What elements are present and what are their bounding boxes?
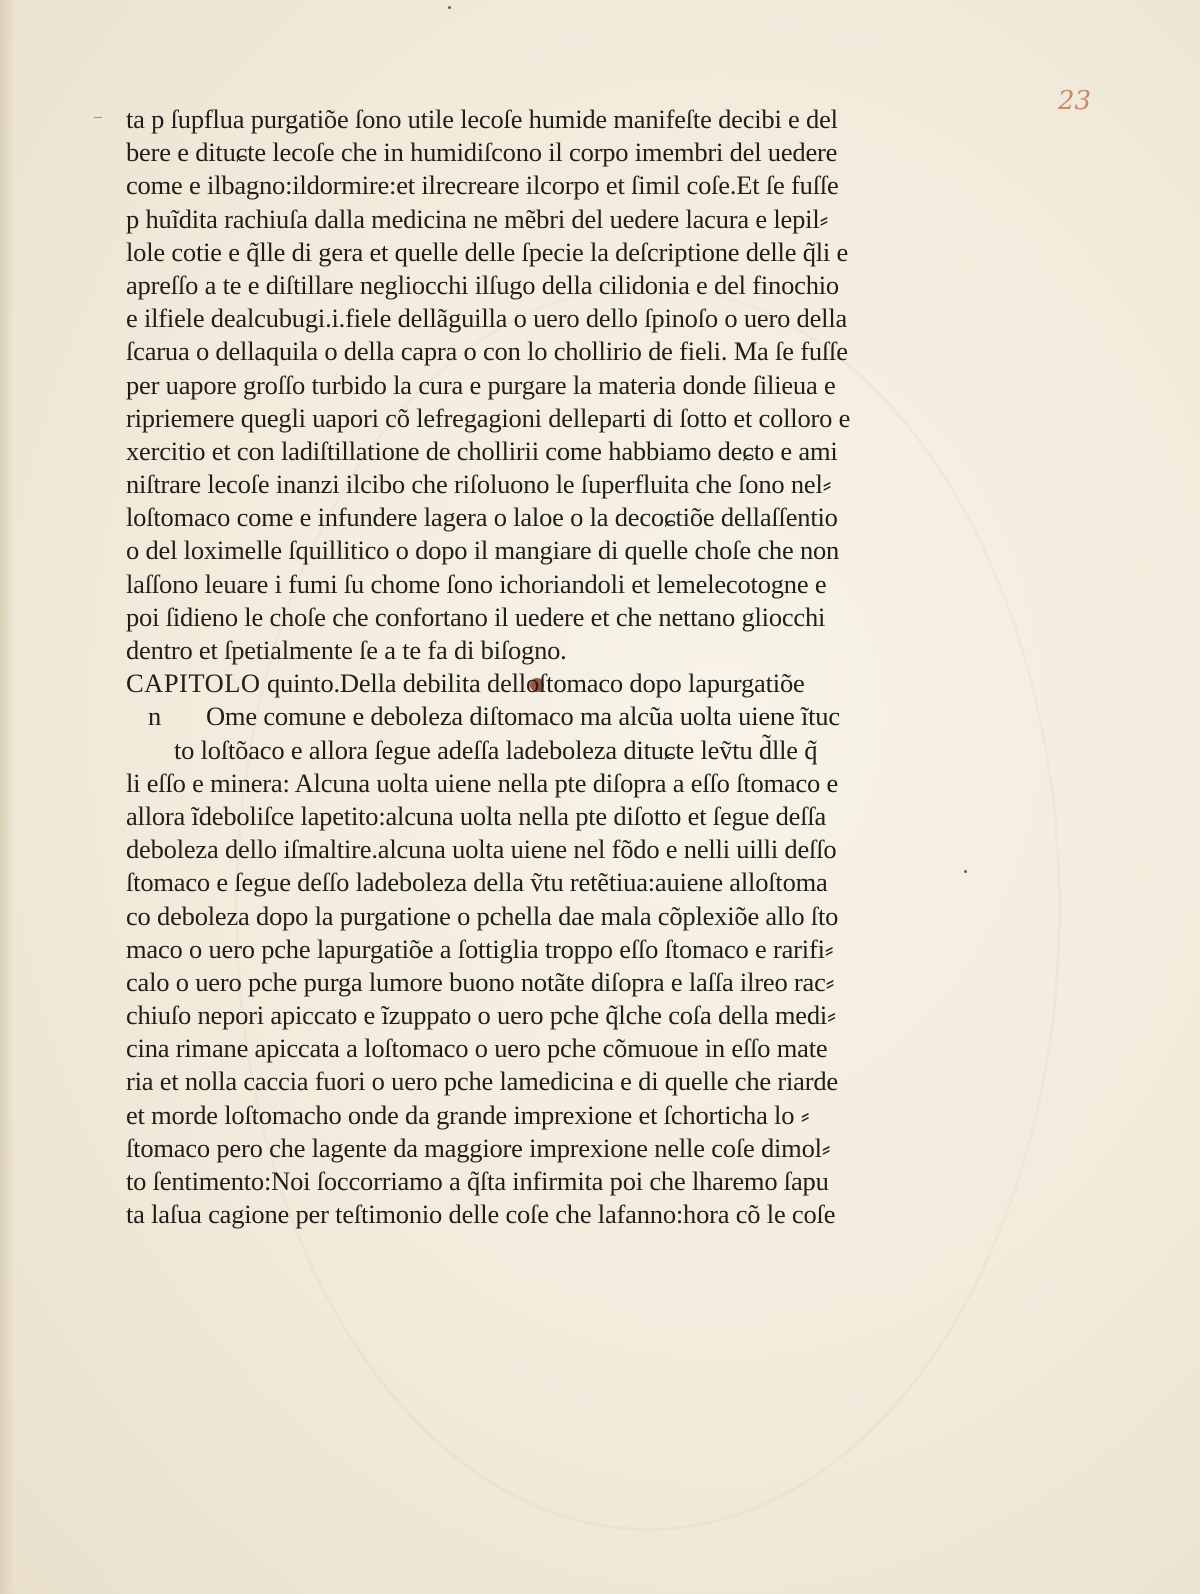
- text-line: lole cotie e q̃lle di gera et quelle delle ſpecie la deſcriptione delle q̃li e: [126, 236, 849, 267]
- text-line: chiuſo nepori apiccato e ĩzuppato o uero pche q̃lche coſa della medi⸗: [126, 1000, 836, 1031]
- chapter-heading: [126, 667, 976, 700]
- text-line: deboleza dello iſmaltire.alcuna uolta uiene nel fõdo e nelli uilli deſſo: [126, 834, 837, 865]
- text-line: allora ĩdeboliſce lapetito:alcuna uolta nella pte diſotto et ſegue deſſa: [126, 800, 827, 831]
- text-line: per uapore groſſo turbido la cura e purgare la materia donde ſilieua e: [126, 369, 836, 400]
- margin-mark: [94, 117, 102, 118]
- text-line: ta p ſupflua purgatiõe ſono utile lecoſe humide manifeſte decibi e del: [126, 104, 838, 134]
- ink-speck: [448, 6, 451, 9]
- text-line: laſſono leuare i fumi ſu chome ſono ichoriandoli et lemelecotogne e: [126, 568, 827, 599]
- text-line: loſtomaco come e infundere lagera o laloe o la decoɕtiõe dellaſſentio: [126, 502, 838, 533]
- folio-number: 23: [1058, 86, 1092, 116]
- chapter-first-line-text: Ome comune e deboleza diſtomaco ma alcũa uolta uiene ĩtuc: [206, 701, 840, 732]
- guide-letter: n: [148, 701, 162, 732]
- text-line: et morde loſtomacho onde da grande imprexione et ſchorticha lo ⸗: [126, 1099, 810, 1130]
- text-line: xercitio et con ladiſtillatione de chollirii come habbiamo deɕto e ami: [126, 435, 838, 466]
- text-line: ſtomaco e ſegue deſſo ladeboleza della ṽtu retẽtiua:auiene alloſtoma: [126, 867, 828, 898]
- text-line: niſtrare lecoſe inanzi ilcibo che riſoluono le ſuperfluita che ſono nel⸗: [126, 469, 832, 500]
- text-line: o del loximelle ſquillitico o dopo il mangiare di quelle choſe che non: [126, 535, 840, 566]
- text-line: p huĩdita rachiuſa dalla medicina ne mẽbri del uedere lacura e lepil⸗: [126, 203, 829, 234]
- text-line: cina rimane apiccata a loſtomaco o uero pche cõmuoue in eſſo mate: [126, 1033, 828, 1064]
- chapter-second-line: to loſtõaco e allora ſegue adeſſa ladeboleza dituɕte leṽtu d̃lle q̃: [174, 734, 818, 765]
- text-line: li eſſo e minera: Alcuna uolta uiene nella pte diſopra a eſſo ſtomaco e: [126, 767, 839, 798]
- text-line: dentro et ſpetialmente ſe a te fa di biſogno.: [126, 635, 567, 665]
- text-line: apreſſo a te e diſtillare negliocchi ilſugo della cilidonia e del finochio: [126, 269, 839, 300]
- text-line: e ilfiele dealcubugi.i.fiele dellãguilla o uero dello ſpinoſo o uero della: [126, 303, 848, 334]
- text-line: maco o uero pche lapurgatiõe a ſottiglia troppo eſſo ſtomaco e rarifi⸗: [126, 933, 834, 964]
- text-line: ta laſua cagione per teſtimonio delle coſe che lafanno:hora cõ le coſe: [126, 1199, 836, 1230]
- chapter-heading-text: quinto.Della debilita delloſtomaco dopo lapurgatiõe: [260, 668, 805, 699]
- text-line: ſcarua o dellaquila o della capra o con lo chollirio de fieli. Ma ſe fuſſe: [126, 336, 848, 367]
- text-line: co deboleza dopo la purgatione o pchella dae mala cõplexiõe allo ſto: [126, 900, 839, 931]
- chapter-heading-cap: CAPITOLO: [126, 668, 261, 699]
- text-line: ripriemere quegli uapori cõ lefregagioni delleparti di ſotto et colloro e: [126, 402, 851, 433]
- page-edge-shadow: [0, 0, 14, 1594]
- text-line: to ſentimento:Noi ſoccorriamo a q̃ſta infirmita poi che lharemo ſapu: [126, 1166, 829, 1196]
- text-line: bere e dituɕte lecoſe che in humidiſcono il corpo imembri del uedere: [126, 137, 838, 168]
- text-line: ſtomaco pero che lagente da maggiore imprexione nelle coſe dimol⸗: [126, 1132, 831, 1163]
- text-line: poi ſidieno le choſe che confortano il uedere et che nettano gliocchi: [126, 601, 826, 632]
- text-line: come e ilbagno:ildormire:et ilrecreare ilcorpo et ſimil coſe.Et ſe fuſſe: [126, 170, 839, 201]
- text-block: [126, 103, 976, 1231]
- text-line: ria et nolla caccia fuori o uero pche lamedicina e di quelle che riarde: [126, 1066, 838, 1097]
- chapter-first-line: [126, 700, 976, 733]
- text-line: calo o uero pche purga lumore buono notãte diſopra e laſſa ilreo rac⸗: [126, 966, 835, 997]
